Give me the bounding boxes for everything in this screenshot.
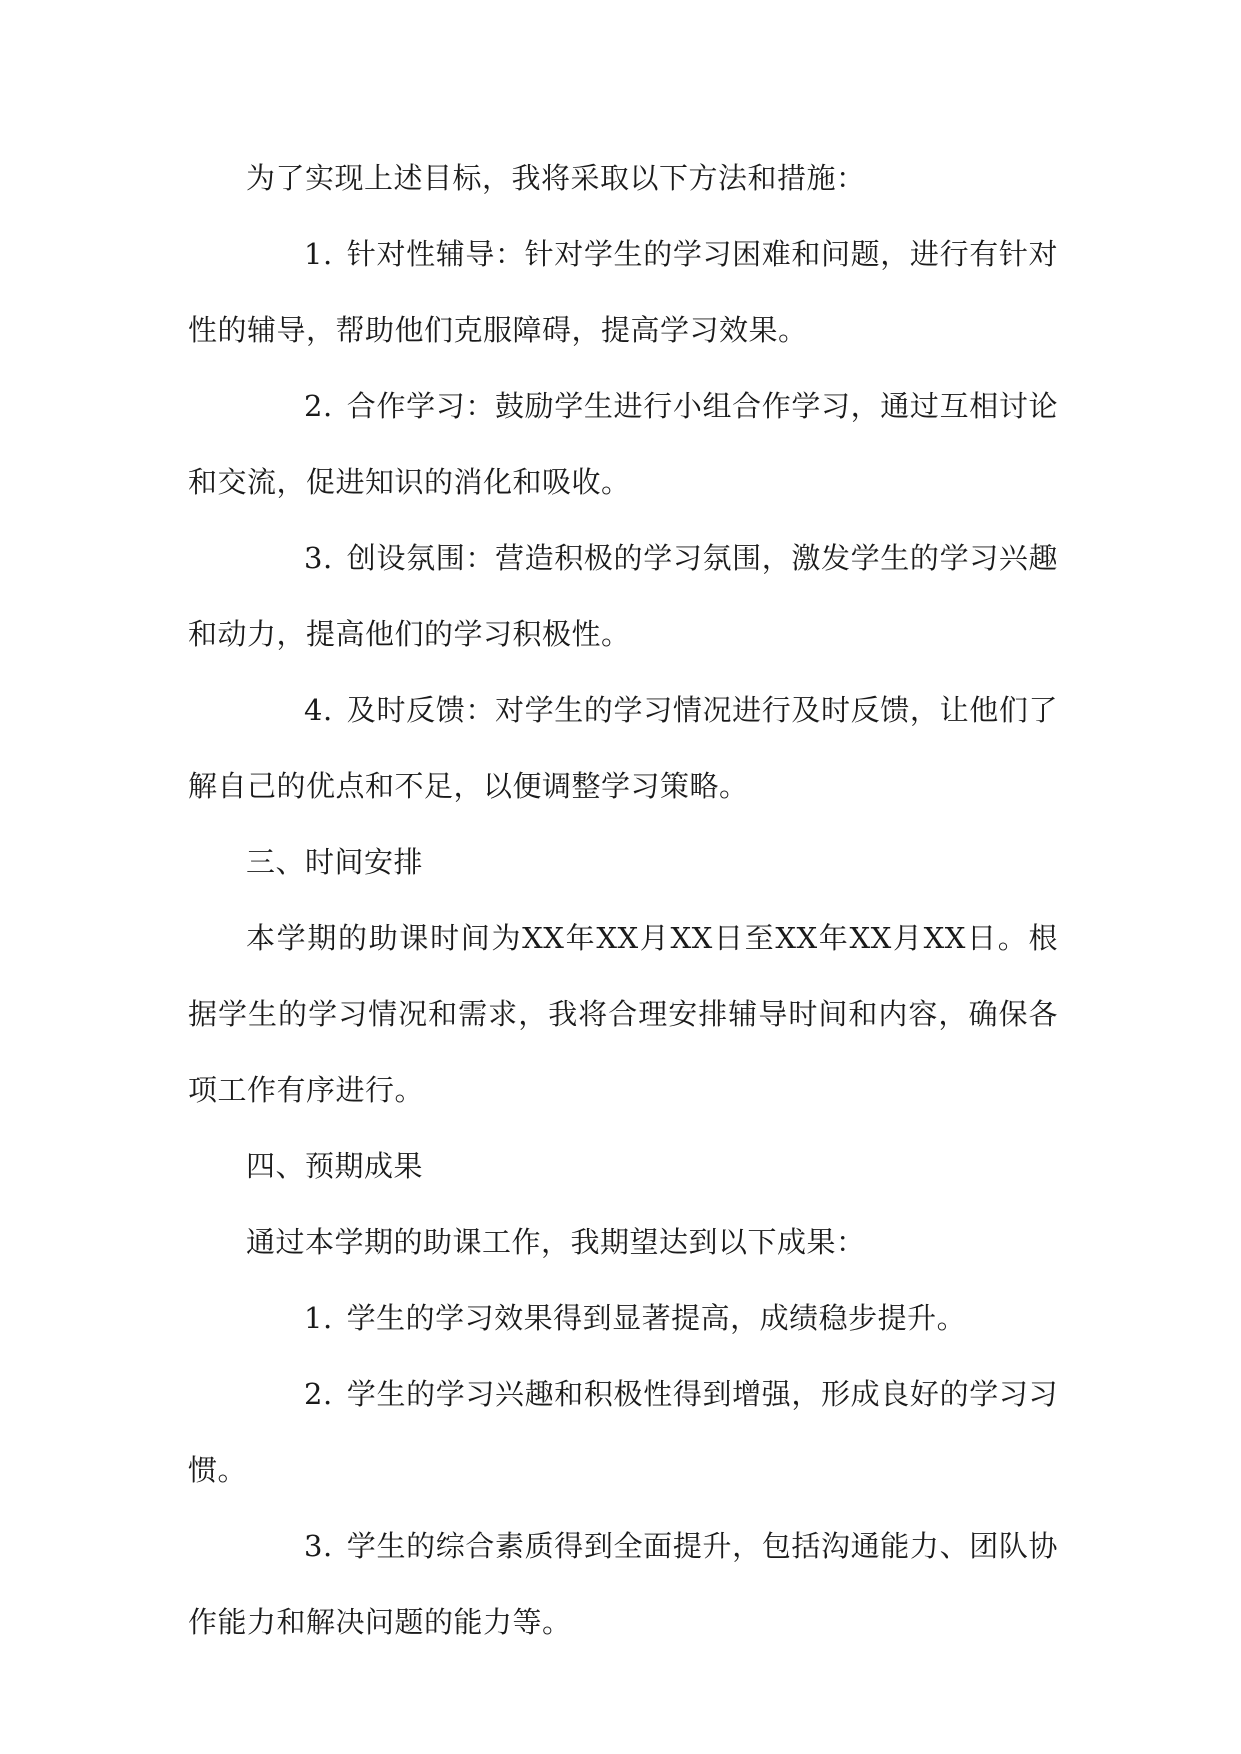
- paragraph-text: 通过本学期的助课工作，我期望达到以下成果：: [246, 1225, 866, 1259]
- method-item-3: [188, 520, 1058, 672]
- outcome-item-1: [188, 1280, 1058, 1356]
- item-number: 1.: [304, 237, 333, 271]
- paragraph-text: 本学期的助课时间为XX年XX月XX日至XX年XX月XX日。根据学生的学习情况和需求，我将合理安排辅导时间和内容，确保各项工作有序进行。: [188, 921, 1058, 1107]
- paragraph-text: 学生的综合素质得到全面提升，包括沟通能力、团队协作能力和解决问题的能力等。: [188, 1529, 1058, 1639]
- section-heading-outcomes: [188, 1128, 1058, 1204]
- paragraph-text: 学生的学习兴趣和积极性得到增强，形成良好的学习习惯。: [188, 1377, 1058, 1487]
- method-item-2: [188, 368, 1058, 520]
- paragraph-text: 为了实现上述目标，我将采取以下方法和措施：: [246, 161, 866, 195]
- item-number: 2.: [304, 1377, 333, 1411]
- item-number: 4.: [304, 693, 333, 727]
- paragraph-text: 学生的学习效果得到显著提高，成绩稳步提升。: [346, 1301, 967, 1335]
- item-number: 2.: [304, 389, 333, 423]
- item-number: 1.: [304, 1301, 333, 1335]
- outcomes-intro-paragraph: [188, 1204, 1058, 1280]
- document-body: [188, 140, 1058, 1660]
- outcome-item-3: [188, 1508, 1058, 1660]
- heading-text: 三、时间安排: [246, 845, 424, 879]
- method-item-1: [188, 216, 1058, 368]
- section-heading-schedule: [188, 824, 1058, 900]
- method-item-4: [188, 672, 1058, 824]
- heading-text: 四、预期成果: [246, 1149, 424, 1183]
- paragraph-text: 针对性辅导：针对学生的学习困难和问题，进行有针对性的辅导，帮助他们克服障碍，提高学习效果。: [188, 237, 1058, 347]
- paragraph-text: 合作学习：鼓励学生进行小组合作学习，通过互相讨论和交流，促进知识的消化和吸收。: [188, 389, 1058, 499]
- outcome-item-2: [188, 1356, 1058, 1508]
- item-number: 3.: [304, 541, 333, 575]
- paragraph-text: 及时反馈：对学生的学习情况进行及时反馈，让他们了解自己的优点和不足，以便调整学习策略。: [188, 693, 1058, 803]
- paragraph-text: 创设氛围：营造积极的学习氛围，激发学生的学习兴趣和动力，提高他们的学习积极性。: [188, 541, 1058, 651]
- schedule-paragraph: [188, 900, 1058, 1128]
- item-number: 3.: [304, 1529, 333, 1563]
- intro-paragraph: [188, 140, 1058, 216]
